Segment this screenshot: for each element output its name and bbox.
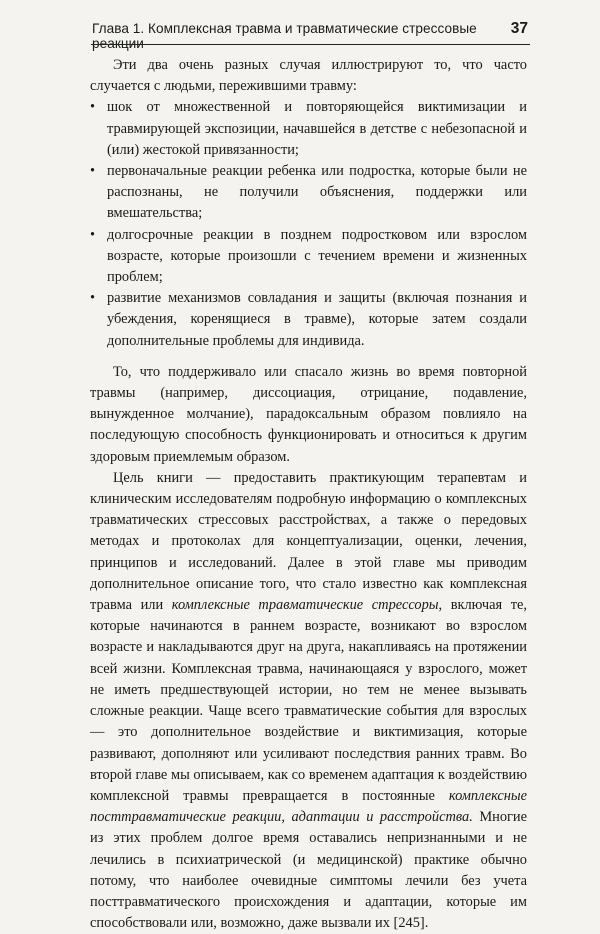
paragraph-3-text: , включая те, которые начинаются в раннем возрасте, возникают во взрослом возрасте и накладываются друг на друга, накапливаясь на протяжении всей жизни. Комплексная травма, начинающаяся у взрослого, может не иметь предшествующей истории, но тем не менее вызывать сложные реакции. Чаще всего травматические события для взрослых — это дополнительное воздействие и виктимизация, которые развивают, дополняют или усиливают последствия ранних травм. Во второй главе мы описываем, как со временем адаптация к воздействию комплексной травмы превращается в постоянные [90,597,527,804]
bullet-item: • первоначальные реакции ребенка или подростка, которые были не распознаны, не получили объяснения, поддержки или вмешательства; [90,161,527,225]
bullet-item: • долгосрочные реакции в позднем подростковом или взрослом возрасте, которые произошли с течением времени и жизненных проблем; [90,225,527,289]
paragraph-3-italic: комплексные посттравматические реакции, адаптации и расстройства. [90,787,527,826]
body-text [90,55,527,934]
paragraph-2: То, что поддерживало или спасало жизнь во время повторной травмы (например, диссоциация, отрицание, подавление, вынужденное молчание), парадоксальным образом повлияло на последующую способность функционировать и относиться к другим здоровым приемлемым образом. [90,363,527,465]
running-head [92,20,528,42]
bullet-item: • шок от множественной и повторяющейся виктимизации и травмирующей экспозиции, начавшейся в детстве с небезопасной и (или) жестокой привязанности; [90,97,527,161]
intro-paragraph: Эти два очень разных случая иллюстрируют то, что часто случается с людьми, пережившими травму: [90,57,527,95]
bullet-item: • развитие механизмов совладания и защиты (включая познания и убеждения, коренящиеся в травме), которые затем создали дополнительные проблемы для индивида. [90,288,527,352]
paragraph-3-italic: комплексные травматические стрессоры [171,597,439,614]
header-rule [91,44,530,45]
paragraph-3-text: Многие из этих проблем долгое время оставались непризнанными и не лечились в психиатрической (и медицинской) практике обычно потому, что наиболее очевидные симптомы лечили без учета посттравматического происхождения и адаптации, которые им способствовали или, возможно, даже вызвали их [245]. [90,809,527,932]
chapter-title: Глава 1. Комплексная травма и травматические стрессовые [92,21,477,36]
bullet-list [90,97,527,351]
paragraph-3-text: Цель книги — предоставить практикующим терапевтам и клиническим исследователям подробную информацию о комплексных травматических стрессовых расстройствах, а также о передовых методах и протоколах для концептуализации, оценки, лечения, принципов и исследований. Далее в этой главе мы приводим дополнительное описание того, что стало известно как комплексная травма или [90,469,527,614]
page-number: 37 [510,20,528,37]
paragraph-3 [90,468,527,934]
